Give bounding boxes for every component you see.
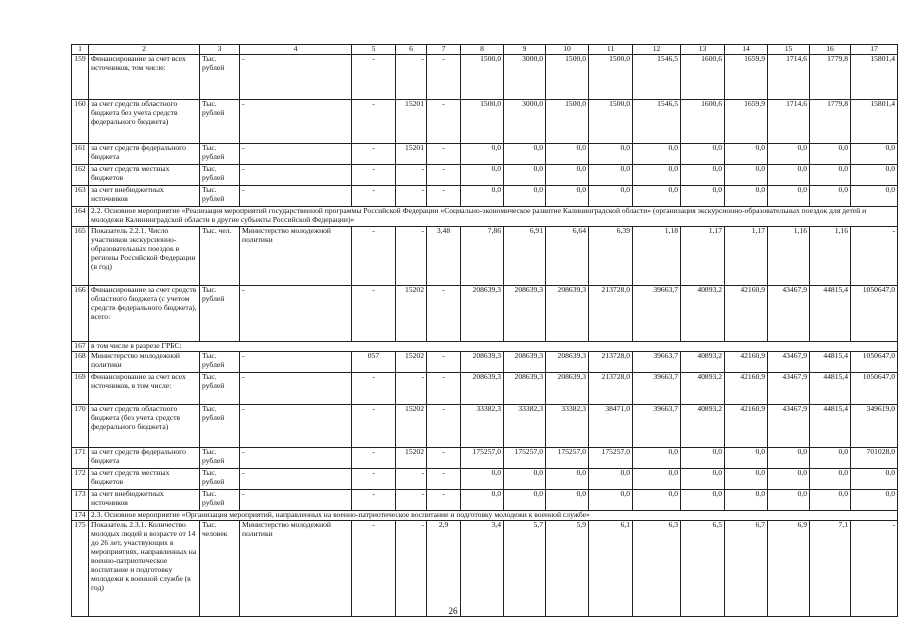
table-cell: 3,48	[427, 226, 461, 285]
table-cell: 0,0	[725, 447, 768, 468]
table-cell: 15202	[396, 447, 427, 468]
table-cell: -	[240, 489, 352, 510]
row-number: 171	[72, 447, 89, 468]
table-cell: 1500,0	[589, 99, 633, 143]
table-row	[72, 99, 898, 143]
table-cell: 0,0	[504, 143, 546, 164]
table-cell: 1714,6	[768, 54, 810, 99]
row-number: 172	[72, 468, 89, 489]
table-cell: 0,0	[461, 164, 504, 185]
table-cell: -	[396, 185, 427, 206]
table-cell: 213728,0	[589, 351, 633, 372]
table-cell: 0,0	[768, 164, 810, 185]
column-number: 9	[504, 45, 546, 55]
table-cell: 0,0	[681, 143, 725, 164]
row-number: 175	[72, 520, 89, 616]
table-cell: -	[240, 351, 352, 372]
table-cell: 3000,0	[504, 99, 546, 143]
table-cell: 44815,4	[810, 404, 851, 447]
table-cell: 0,0	[589, 489, 633, 510]
table-cell: 1500,0	[546, 54, 589, 99]
table-cell: Тыс. рублей	[200, 372, 240, 404]
table-cell: -	[240, 404, 352, 447]
table-cell: 0,0	[725, 468, 768, 489]
table-cell: 057	[352, 351, 396, 372]
table-cell: -	[352, 447, 396, 468]
table-cell: 1546,5	[633, 54, 681, 99]
table-cell: 1050647,0	[851, 285, 898, 341]
table-cell: Тыс. рублей	[200, 489, 240, 510]
table-cell: 5,7	[504, 520, 546, 616]
column-number: 13	[681, 45, 725, 55]
table-cell: 208639,3	[461, 351, 504, 372]
section-title: 2.3. Основное мероприятие «Организация мероприятий, направленных на военно-патриотическое воспитание и подготовку молодежи к военной службе»	[89, 510, 898, 520]
table-cell: 1,17	[725, 226, 768, 285]
column-number: 17	[851, 45, 898, 55]
table-cell: 1779,8	[810, 54, 851, 99]
table-cell: 175257,0	[546, 447, 589, 468]
table-row	[72, 520, 898, 616]
table-cell: 39663,7	[633, 285, 681, 341]
row-number: 160	[72, 99, 89, 143]
table-cell: 1500,0	[461, 54, 504, 99]
table-cell: 42160,9	[725, 372, 768, 404]
column-number: 5	[352, 45, 396, 55]
table-cell: -	[240, 447, 352, 468]
table-cell: -	[427, 447, 461, 468]
table-cell: 1050647,0	[851, 351, 898, 372]
table-row	[72, 468, 898, 489]
table-cell: Тыс. рублей	[200, 99, 240, 143]
table-cell: 39663,7	[633, 351, 681, 372]
table-cell: 0,0	[768, 447, 810, 468]
table-cell: 39663,7	[633, 372, 681, 404]
table-cell: 0,0	[681, 164, 725, 185]
table-cell: 0,0	[851, 185, 898, 206]
header-row	[72, 45, 898, 55]
section-title: в том числе в разрезе ГРБС:	[89, 341, 898, 351]
row-label: за счет внебюджетных источников	[89, 489, 200, 510]
table-cell: 0,0	[768, 185, 810, 206]
table-cell: -	[240, 285, 352, 341]
table-cell: 1,16	[810, 226, 851, 285]
table-cell: -	[396, 226, 427, 285]
table-cell: -	[352, 468, 396, 489]
table-cell: 3,4	[461, 520, 504, 616]
table-cell: -	[427, 99, 461, 143]
table-cell: 6,3	[633, 520, 681, 616]
table-cell: 5,9	[546, 520, 589, 616]
row-label: Показатель 2.2.1. Число участников экскурсионно-образовательных поездок в регионы Российской Федерации (в год)	[89, 226, 200, 285]
table-cell: 0,0	[633, 143, 681, 164]
table-cell: Тыс. рублей	[200, 164, 240, 185]
table-cell: 208639,3	[504, 285, 546, 341]
table-cell: -	[240, 185, 352, 206]
table-cell: -	[240, 468, 352, 489]
table-cell: -	[396, 372, 427, 404]
page-number: 26	[448, 606, 458, 616]
table-cell: 38471,0	[589, 404, 633, 447]
column-number: 7	[427, 45, 461, 55]
table-cell: 208639,3	[546, 351, 589, 372]
table-cell: 0,0	[461, 143, 504, 164]
row-number: 167	[72, 341, 89, 351]
table-cell: 6,7	[725, 520, 768, 616]
column-number: 12	[633, 45, 681, 55]
table-cell: 6,64	[546, 226, 589, 285]
table-cell: 0,0	[810, 447, 851, 468]
table-cell: -	[427, 143, 461, 164]
table-cell: -	[851, 226, 898, 285]
table-cell: -	[427, 372, 461, 404]
table-cell: 3000,0	[504, 54, 546, 99]
table-cell: 0,0	[633, 164, 681, 185]
table-cell: -	[427, 285, 461, 341]
row-number: 173	[72, 489, 89, 510]
table-cell: -	[352, 285, 396, 341]
table-cell: 0,0	[810, 164, 851, 185]
section-row	[72, 341, 898, 351]
table-cell: -	[396, 468, 427, 489]
table-cell: 1,18	[633, 226, 681, 285]
table-cell: -	[352, 185, 396, 206]
table-row	[72, 226, 898, 285]
section-title: 2.2. Основное мероприятие «Реализация мероприятий государственной программы Российской Федерации «Социально-экономическое развитие Калининградской области» (организация экскурсионно-образовательных поездок для детей и молодежи Калининградской области в другие субъекты Российской Федерации)»	[89, 206, 898, 226]
table-cell: 44815,4	[810, 285, 851, 341]
table-cell: 0,0	[810, 489, 851, 510]
table-cell: -	[427, 404, 461, 447]
table-cell: -	[240, 372, 352, 404]
table-cell: -	[240, 99, 352, 143]
table-cell: -	[396, 164, 427, 185]
table-cell: 208639,3	[504, 351, 546, 372]
row-label: Показатель 2.3.1. Количество молодых людей в возрасте от 14 до 26 лет, участвующих в мероприятиях, направленных на военно-патриотическое воспитание и подготовку молодежи к военной службе (в год)	[89, 520, 200, 616]
table-cell: -	[427, 54, 461, 99]
row-label: Финансирование за счет всех источников, в том числе:	[89, 372, 200, 404]
row-number: 165	[72, 226, 89, 285]
row-label: Министерство молодежной политики	[89, 351, 200, 372]
table-cell: 0,0	[768, 143, 810, 164]
table-cell: 175257,0	[589, 447, 633, 468]
table-cell: 1659,9	[725, 99, 768, 143]
table-row	[72, 351, 898, 372]
table-cell: 0,0	[589, 468, 633, 489]
row-number: 164	[72, 206, 89, 226]
table-cell: -	[427, 164, 461, 185]
table-cell: -	[240, 164, 352, 185]
table-row	[72, 372, 898, 404]
row-label: за счет средств областного бюджета (без учета средств федерального бюджета)	[89, 404, 200, 447]
table-cell: 208639,3	[504, 372, 546, 404]
table-cell: 208639,3	[461, 285, 504, 341]
table-cell: 40893,2	[681, 372, 725, 404]
table-cell: -	[352, 164, 396, 185]
column-number: 3	[200, 45, 240, 55]
table-cell: 43467,9	[768, 372, 810, 404]
column-number: 4	[240, 45, 352, 55]
table-cell: 15801,4	[851, 99, 898, 143]
table-cell: 1500,0	[546, 99, 589, 143]
table-cell: Тыс. рублей	[200, 285, 240, 341]
table-cell: 6,39	[589, 226, 633, 285]
table-cell: 0,0	[851, 489, 898, 510]
table-cell: 0,0	[504, 489, 546, 510]
table-cell: 0,0	[768, 468, 810, 489]
column-number: 6	[396, 45, 427, 55]
table-cell: 0,0	[681, 489, 725, 510]
table-cell: -	[427, 489, 461, 510]
table-cell: 6,91	[504, 226, 546, 285]
table-cell: 0,0	[681, 468, 725, 489]
table-cell: Тыс. человек	[200, 520, 240, 616]
table-cell: 0,0	[546, 489, 589, 510]
table-cell: 0,0	[681, 447, 725, 468]
table-cell: 1600,6	[681, 99, 725, 143]
table-cell: 15202	[396, 285, 427, 341]
table-cell: 0,0	[546, 164, 589, 185]
table-cell: 0,0	[851, 143, 898, 164]
table-cell: Тыс. рублей	[200, 404, 240, 447]
table-cell: 0,0	[546, 185, 589, 206]
table-cell: -	[427, 351, 461, 372]
table-cell: 40893,2	[681, 351, 725, 372]
column-number: 14	[725, 45, 768, 55]
table-cell: 1659,9	[725, 54, 768, 99]
table-row	[72, 489, 898, 510]
row-label: за счет средств областного бюджета без учета средств федерального бюджета)	[89, 99, 200, 143]
table-cell: -	[396, 489, 427, 510]
table-cell: 1779,8	[810, 99, 851, 143]
table-cell: -	[427, 468, 461, 489]
row-number: 163	[72, 185, 89, 206]
table-cell: -	[352, 404, 396, 447]
table-cell: 0,0	[768, 489, 810, 510]
table-cell: 42160,9	[725, 404, 768, 447]
table-cell: -	[240, 143, 352, 164]
table-cell: -	[352, 489, 396, 510]
table-cell: -	[851, 520, 898, 616]
table-cell: 208639,3	[546, 372, 589, 404]
table-cell: 1050647,0	[851, 372, 898, 404]
table-cell: 1546,5	[633, 99, 681, 143]
table-cell: Министерство молодежной политики	[240, 520, 352, 616]
row-number: 168	[72, 351, 89, 372]
table-cell: 0,0	[461, 489, 504, 510]
table-cell: 0,0	[725, 143, 768, 164]
table-cell: 213728,0	[589, 372, 633, 404]
table-cell: 6,9	[768, 520, 810, 616]
table-row	[72, 185, 898, 206]
table-cell: 0,0	[589, 164, 633, 185]
table-cell: 175257,0	[504, 447, 546, 468]
table-cell: 15801,4	[851, 54, 898, 99]
table-cell: Тыс. рублей	[200, 143, 240, 164]
table-row	[72, 404, 898, 447]
table-cell: 0,0	[461, 468, 504, 489]
table-cell: 7,1	[810, 520, 851, 616]
column-number: 2	[89, 45, 200, 55]
table-cell: 0,0	[681, 185, 725, 206]
row-label: Финансирование за счет всех источников, том числе:	[89, 54, 200, 99]
row-label: за счет средств федерального бюджета	[89, 447, 200, 468]
column-number: 1	[72, 45, 89, 55]
row-label: за счет средств местных бюджетов	[89, 468, 200, 489]
table-cell: 1500,0	[589, 54, 633, 99]
table-cell: 1600,6	[681, 54, 725, 99]
table-cell: 0,0	[504, 185, 546, 206]
table-row	[72, 143, 898, 164]
table-cell: 701028,0	[851, 447, 898, 468]
column-number: 8	[461, 45, 504, 55]
table-cell: Тыс. рублей	[200, 185, 240, 206]
table-cell: 0,0	[810, 143, 851, 164]
table-cell: -	[352, 520, 396, 616]
row-number: 166	[72, 285, 89, 341]
data-table	[71, 44, 898, 617]
column-number: 10	[546, 45, 589, 55]
table-cell: 0,0	[810, 185, 851, 206]
table-cell: Тыс. чел.	[200, 226, 240, 285]
table-cell: 0,0	[546, 468, 589, 489]
section-row	[72, 510, 898, 520]
table-cell: Тыс. рублей	[200, 351, 240, 372]
table-cell: -	[427, 185, 461, 206]
row-number: 174	[72, 510, 89, 520]
table-cell: 0,0	[810, 468, 851, 489]
table-cell: 33382,3	[461, 404, 504, 447]
table-cell: 0,0	[504, 468, 546, 489]
table-cell: -	[352, 99, 396, 143]
section-row	[72, 206, 898, 226]
table-cell: 15202	[396, 351, 427, 372]
table-cell: 44815,4	[810, 351, 851, 372]
table-cell: 42160,9	[725, 351, 768, 372]
table-cell: 349619,0	[851, 404, 898, 447]
row-number: 162	[72, 164, 89, 185]
column-number: 11	[589, 45, 633, 55]
table-cell: -	[396, 54, 427, 99]
row-number: 159	[72, 54, 89, 99]
table-cell: -	[352, 372, 396, 404]
table-cell: 208639,3	[461, 372, 504, 404]
table-cell: 1,16	[768, 226, 810, 285]
table-cell: 44815,4	[810, 372, 851, 404]
table-cell: 43467,9	[768, 404, 810, 447]
table-cell: 0,0	[461, 185, 504, 206]
table-cell: 0,0	[725, 164, 768, 185]
table-cell: 0,0	[851, 164, 898, 185]
row-number: 161	[72, 143, 89, 164]
table-cell: -	[352, 143, 396, 164]
table-cell: 0,0	[633, 447, 681, 468]
column-number: 16	[810, 45, 851, 55]
table-cell: Тыс. рублей	[200, 447, 240, 468]
table-cell: 7,86	[461, 226, 504, 285]
table-row	[72, 447, 898, 468]
table-cell: -	[240, 54, 352, 99]
table-cell: 1714,6	[768, 99, 810, 143]
row-label: Финансирование за счет средств областного бюджета (с учетом средств федерального бюджета), всего:	[89, 285, 200, 341]
table-cell: 43467,9	[768, 285, 810, 341]
table-cell: 40893,2	[681, 404, 725, 447]
row-number: 169	[72, 372, 89, 404]
table-cell: 15202	[396, 404, 427, 447]
table-cell: 42160,9	[725, 285, 768, 341]
table-cell: 33382,3	[504, 404, 546, 447]
table-cell: 15201	[396, 99, 427, 143]
row-number: 170	[72, 404, 89, 447]
table-cell: 0,0	[725, 185, 768, 206]
row-label: за счет внебюджетных источников	[89, 185, 200, 206]
table-cell: 0,0	[725, 489, 768, 510]
table-cell: 15201	[396, 143, 427, 164]
table-cell: 0,0	[633, 185, 681, 206]
table-cell: 0,0	[633, 468, 681, 489]
table-cell: 43467,9	[768, 351, 810, 372]
table-cell: -	[352, 54, 396, 99]
table-cell: 175257,0	[461, 447, 504, 468]
table-cell: 0,0	[589, 185, 633, 206]
table-cell: -	[396, 520, 427, 616]
table-cell: 0,0	[633, 489, 681, 510]
table-cell: 6,1	[589, 520, 633, 616]
table-cell: 40893,2	[681, 285, 725, 341]
table-cell: 1,17	[681, 226, 725, 285]
table-cell: 2,9	[427, 520, 461, 616]
table-cell: 0,0	[851, 468, 898, 489]
table-cell: Министерство молодежной политики	[240, 226, 352, 285]
table-cell: Тыс. рублей	[200, 54, 240, 99]
table-row	[72, 164, 898, 185]
table-cell: 39663,7	[633, 404, 681, 447]
table-cell: 0,0	[546, 143, 589, 164]
table-cell: 1500,0	[461, 99, 504, 143]
table-cell: Тыс. рублей	[200, 468, 240, 489]
table-row	[72, 54, 898, 99]
row-label: за счет средств местных бюджетов	[89, 164, 200, 185]
table-cell: -	[352, 226, 396, 285]
column-number: 15	[768, 45, 810, 55]
table-cell: 0,0	[504, 164, 546, 185]
table-row	[72, 285, 898, 341]
table-cell: 0,0	[589, 143, 633, 164]
table-cell: 213728,0	[589, 285, 633, 341]
row-label: за счет средств федерального бюджета	[89, 143, 200, 164]
table-cell: 208639,3	[546, 285, 589, 341]
table-cell: 33382,3	[546, 404, 589, 447]
table-cell: 6,5	[681, 520, 725, 616]
